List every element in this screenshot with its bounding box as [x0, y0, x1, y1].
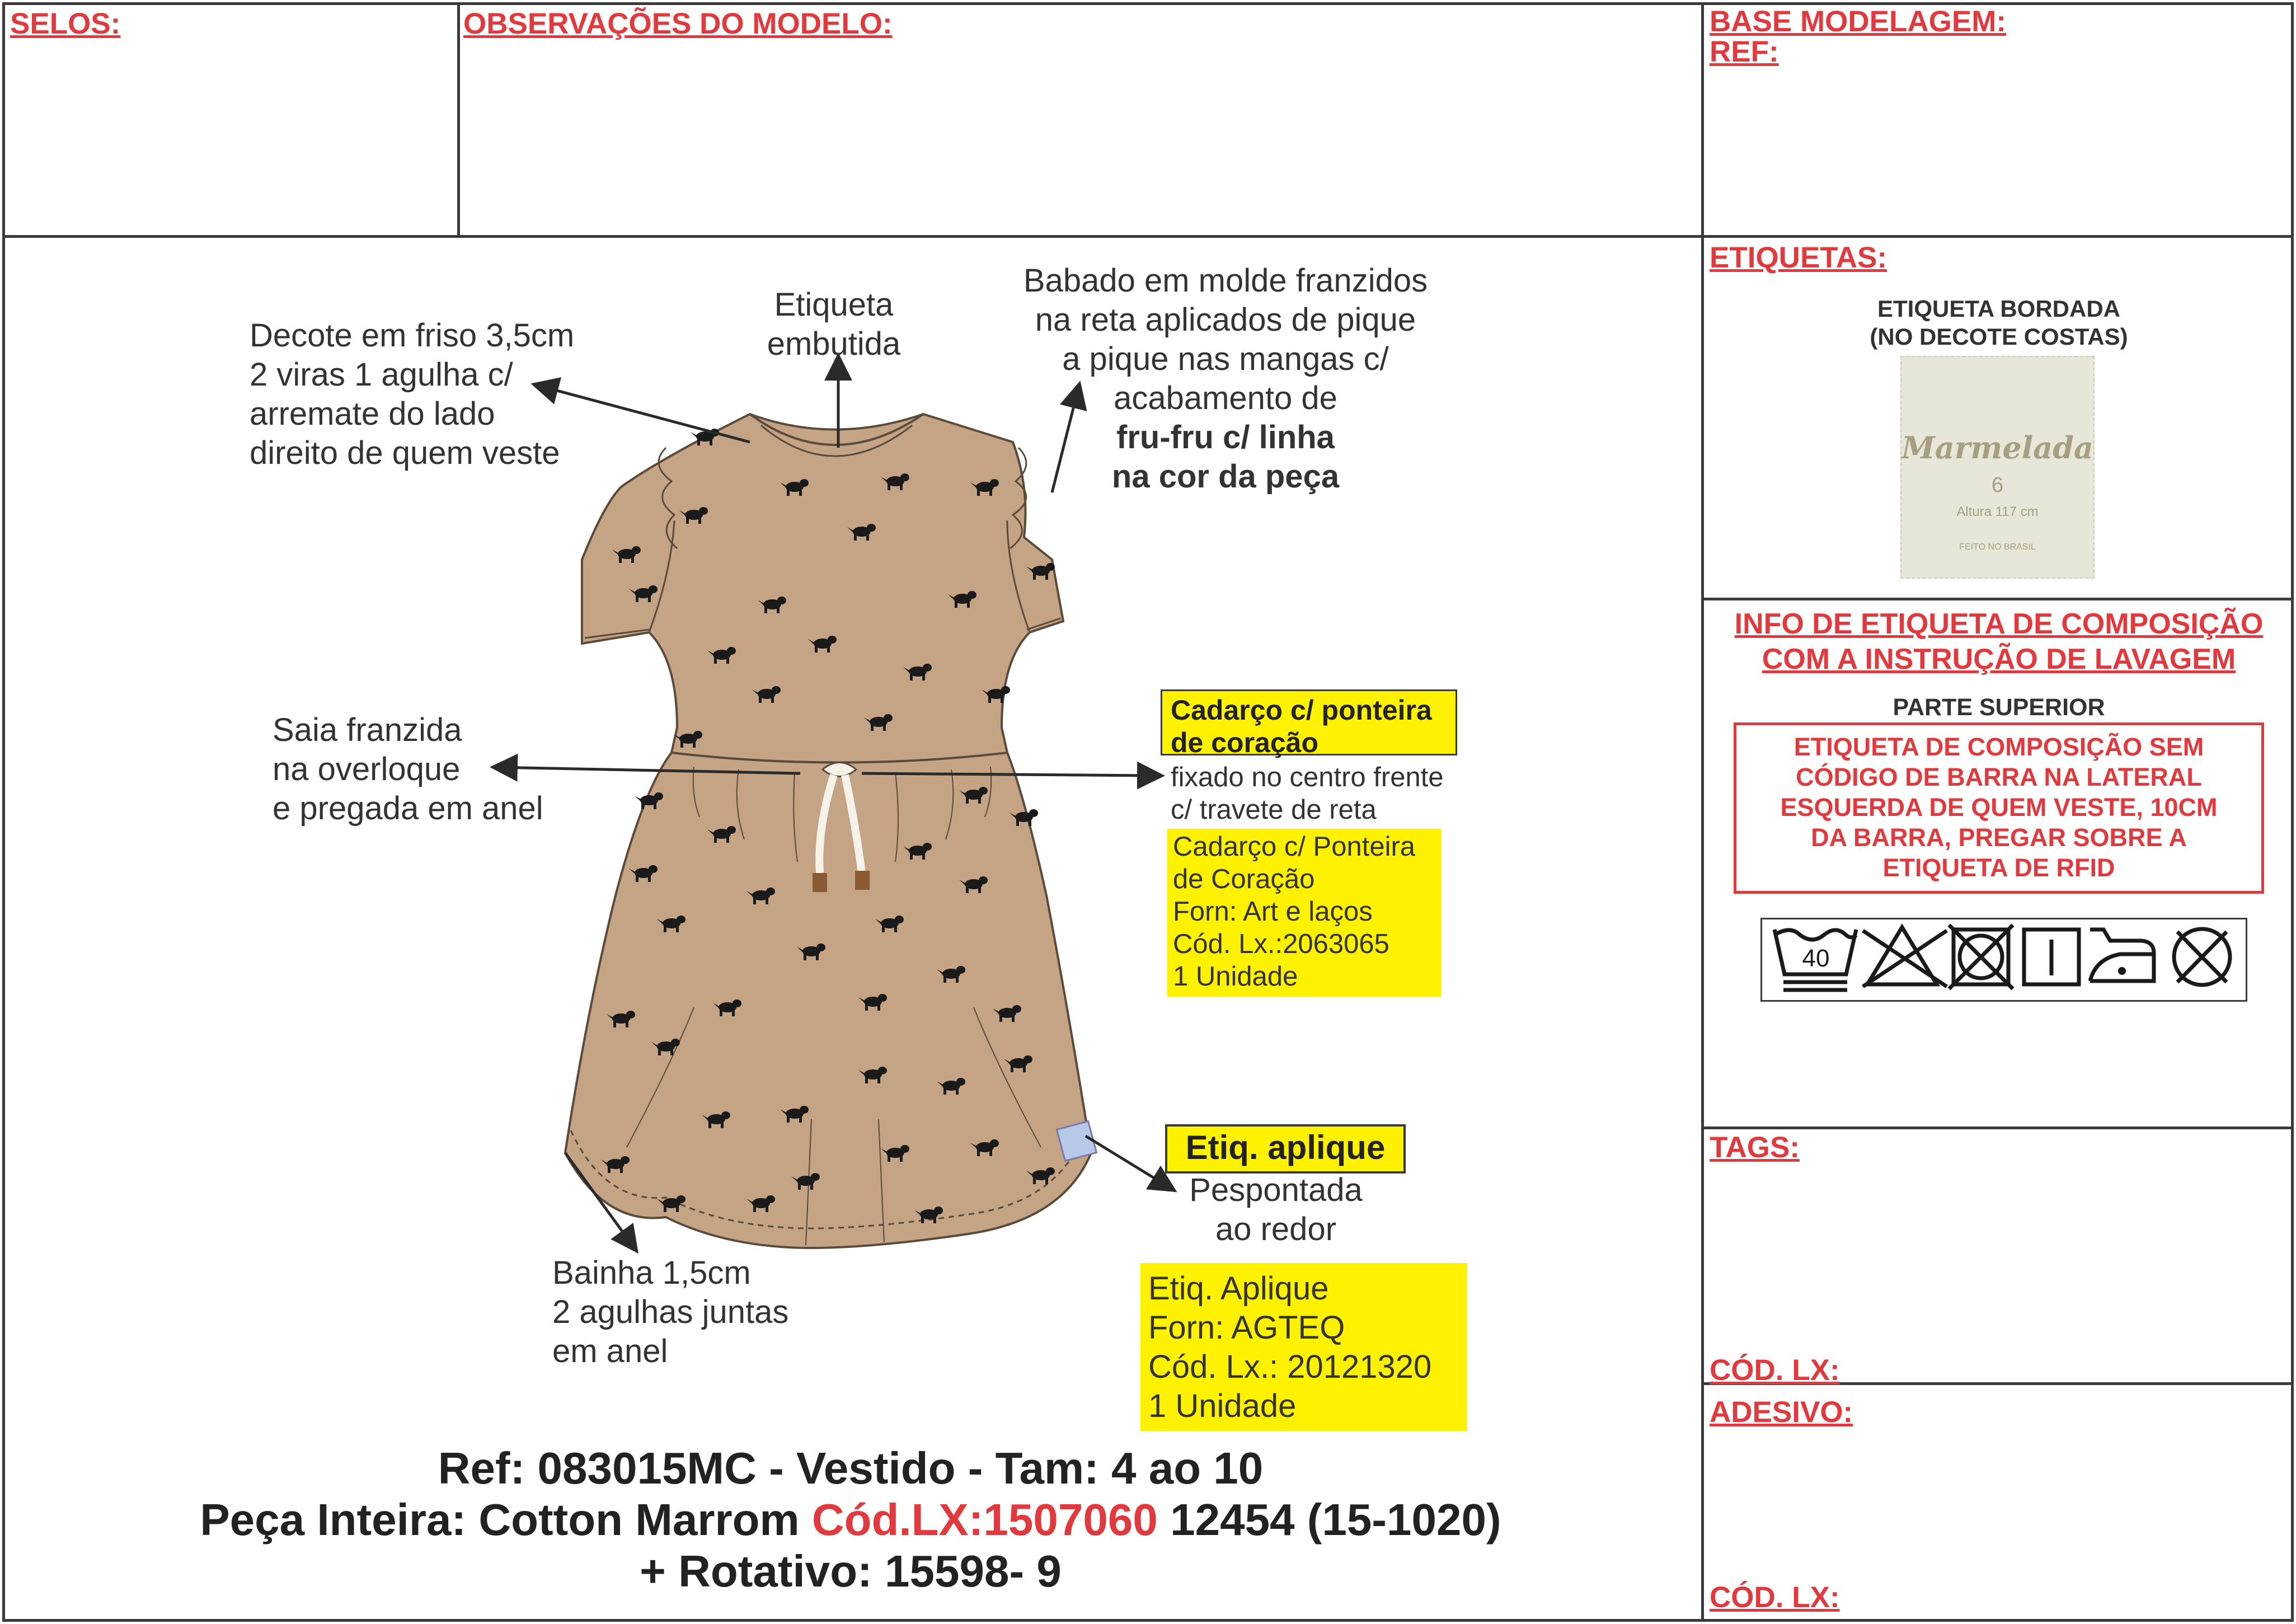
wash-temp-text: 40: [1802, 945, 1830, 972]
no-dry-clean-icon: [2174, 929, 2230, 985]
info-composicao-title-1: INFO DE ETIQUETA DE COMPOSIÇÃO: [1734, 608, 2264, 640]
etiqueta-bordada-label: ETIQUETA BORDADA: [1877, 295, 2120, 322]
footer-fabric-line: Peça Inteira: Cotton Marrom Cód.LX:1507060 12454 (15-1020): [200, 1495, 1501, 1545]
divider-etiquetas-info: [1701, 598, 2294, 600]
label-made-in: FEITO NO BRASIL: [1959, 542, 2036, 552]
adesivo-heading: ADESIVO:: [1710, 1396, 1853, 1429]
etiq-aplique-supplier-info: Etiq. Aplique Forn: AGTEQ Cód. Lx.: 20121320 1 Unidade: [1148, 1270, 1432, 1424]
label-size: 6: [1991, 473, 2004, 497]
line-dry-icon: [2024, 930, 2079, 984]
etiquetas-heading: ETIQUETAS:: [1710, 241, 1887, 274]
saia-annotation: Saia franzida na overloque e pregada em anel: [273, 712, 543, 827]
tags-heading: TAGS:: [1710, 1131, 1800, 1164]
divider-info-tags: [1701, 1127, 2294, 1129]
wash-care-strip: [1760, 918, 2247, 1002]
parte-superior-label: PARTE SUPERIOR: [1893, 694, 2105, 721]
cadarco-title: Cadarço c/ ponteira de coração: [1171, 694, 1432, 758]
label-brand: Marmelada: [1901, 430, 2093, 466]
tags-cod-lx: CÓD. LX:: [1710, 1354, 1840, 1387]
composition-line-3: ESQUERDA DE QUEM VESTE, 10CM: [1780, 793, 2218, 822]
bainha-annotation: Bainha 1,5cm 2 agulhas juntas em anel: [552, 1255, 789, 1369]
composition-line-5: ETIQUETA DE RFID: [1882, 853, 2115, 882]
base-modelagem-heading: BASE MODELAGEM:: [1710, 5, 2006, 38]
arrow-etiq-aplique: [1086, 1136, 1172, 1189]
adesivo-cod-lx: CÓD. LX:: [1710, 1581, 1840, 1614]
etiqueta-bordada-sublabel: (NO DECOTE COSTAS): [1870, 323, 2128, 350]
label-height: Altura 117 cm: [1956, 504, 2039, 519]
info-composicao-title-2: COM A INSTRUÇÃO DE LAVAGEM: [1762, 643, 2236, 675]
divider-sidebar: [1701, 2, 1704, 1622]
etiq-aplique-title: Etiq. aplique: [1185, 1129, 1386, 1166]
composition-line-2: CÓDIGO DE BARRA NA LATERAL: [1796, 763, 2202, 791]
cadarco-description: fixado no centro frente c/ travete de reta: [1171, 762, 1444, 825]
footer-spec: [11, 1443, 1690, 1597]
applique-patch: [1057, 1121, 1096, 1161]
no-tumble-dry-icon: [1949, 925, 2013, 989]
woven-label-image: [1900, 356, 2095, 579]
observacoes-heading: OBSERVAÇÕES DO MODELO:: [463, 7, 893, 40]
composition-line-4: DA BARRA, PREGAR SOBRE A: [1811, 823, 2187, 852]
composition-box: [1734, 722, 2264, 894]
no-bleach-icon: [1863, 927, 1947, 987]
composition-line-1: ETIQUETA DE COMPOSIÇÃO SEM: [1793, 733, 2204, 761]
etiqueta-annotation: Etiqueta embutida: [767, 287, 901, 362]
footer-rotativo-line: + Rotativo: 15598- 9: [640, 1546, 1062, 1596]
footer-ref-line: Ref: 083015MC - Vestido - Tam: 4 ao 10: [438, 1443, 1264, 1493]
dress-body: [565, 414, 1091, 1248]
etiq-aplique-description: Pespontada ao redor: [1189, 1172, 1363, 1247]
wash-care-symbols: [1762, 919, 2246, 1000]
ref-heading: REF:: [1710, 35, 1779, 68]
selos-heading: SELOS:: [10, 7, 121, 40]
cadarco-supplier-info: Cadarço c/ Ponteira de Coração Forn: Art e laços Cód. Lx.:2063065 1 Unidade: [1173, 832, 1416, 992]
babado-annotation: Babado em molde franzidos na reta aplicados de pique a pique nas mangas c/ acabamento de fru-fru c/ linha na cor da peça: [1023, 262, 1428, 495]
decote-annotation: Decote em friso 3,5cm 2 viras 1 agulha c/ arremate do lado direito de quem veste: [250, 317, 575, 471]
